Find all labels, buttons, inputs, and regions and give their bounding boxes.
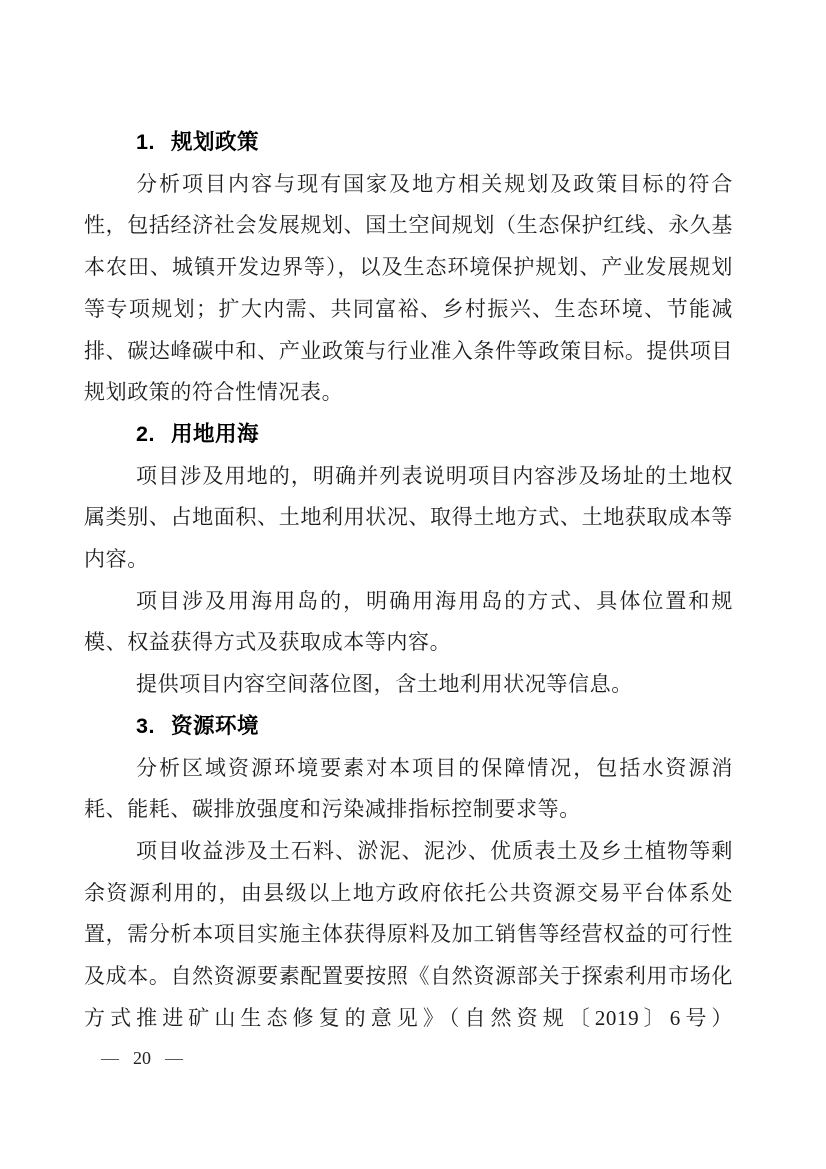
section-heading-planning-policy [84,122,733,164]
section-title: 资源环境 [170,713,259,738]
section-number: 1. [136,130,155,154]
paragraph: 分析项目内容与现有国家及地方相关规划及政策目标的符合性，包括经济社会发展规划、国土空间规划（生态保护红线、永久基本农田、城镇开发边界等），以及生态环境保护规划、产业发展规划等专项规划；扩大内需、共同富裕、乡村振兴、生态环境、节能减排、碳达峰碳中和、产业政策与行业准入条件等政策目标。提供项目规划政策的符合性情况表。 [84,171,733,405]
section-number: 3. [136,713,155,738]
section-heading-land-sea-use [84,414,733,456]
section-title: 用地用海 [170,421,259,446]
section-heading-resources-environment [84,706,733,748]
document-content [84,122,733,1039]
section-number: 2. [136,421,155,446]
footer-dash-left: — [101,1048,119,1068]
paragraph: 提供项目内容空间落位图，含土地利用状况等信息。 [136,672,633,697]
page-footer [101,1048,183,1069]
paragraph: 项目涉及用海用岛的，明确用海用岛的方式、具体位置和规模、权益获得方式及获取成本等内容。 [84,588,733,655]
page-number: 20 [133,1048,151,1068]
paragraph: 项目涉及用地的，明确并列表说明项目内容涉及场址的土地权属类别、占地面积、土地利用状况、取得土地方式、土地获取成本等内容。 [84,463,733,572]
footer-dash-right: — [165,1048,183,1068]
paragraph: 项目收益涉及土石料、淤泥、泥沙、优质表土及乡土植物等剩余资源利用的，由县级以上地方政府依托公共资源交易平台体系处置，需分析本项目实施主体获得原料及加工销售等经营权益的可行性及成本。自然资源要素配置要按照《自然资源部关于探索利用市场化方式推进矿山生态修复的意见》（自然资规〔2019〕6号） [84,838,733,1030]
section-title: 规划政策 [170,130,259,154]
paragraph: 分析区域资源环境要素对本项目的保障情况，包括水资源消耗、能耗、碳排放强度和污染减排指标控制要求等。 [84,755,733,822]
